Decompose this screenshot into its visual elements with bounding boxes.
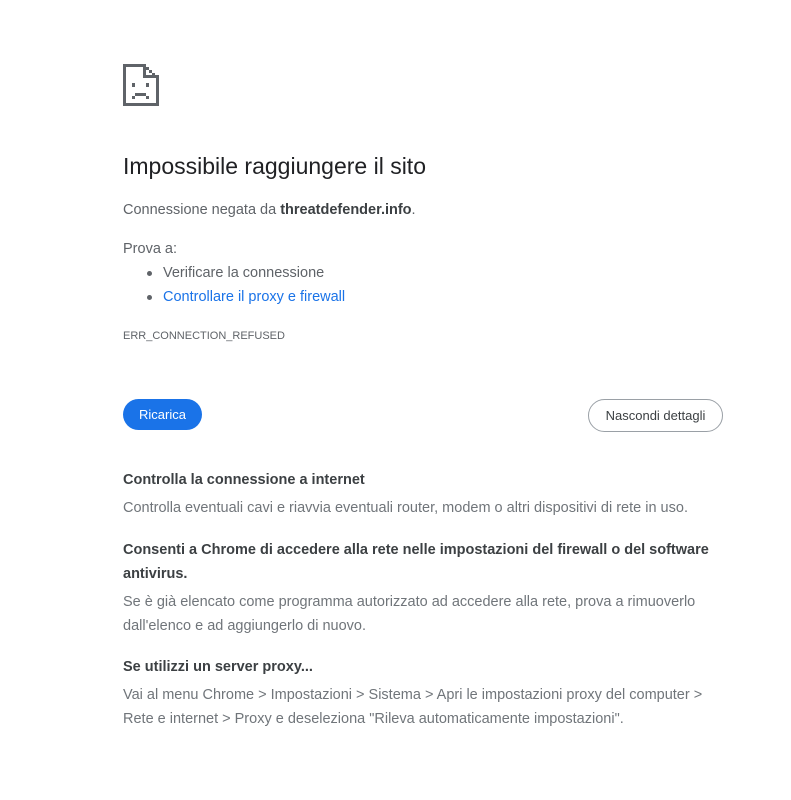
details-heading-connection: Controlla la connessione a internet <box>123 472 365 488</box>
suggestion-item-check-connection <box>163 264 345 288</box>
details-heading-firewall: Consenti a Chrome di accedere alla rete nelle impostazioni del firewall o del software antivirus. <box>123 542 709 582</box>
details-block-proxy <box>123 655 723 731</box>
details-block-firewall <box>123 538 723 638</box>
details-text-connection: Controlla eventuali cavi e riavvia eventuali router, modem o altri dispositivi di rete in uso. <box>123 500 688 516</box>
reload-button[interactable]: Ricarica <box>123 399 202 430</box>
refused-prefix: Connessione negata da <box>123 202 281 218</box>
page-title: Impossibile raggiungere il sito <box>123 153 426 179</box>
refused-suffix: . <box>411 202 416 218</box>
sad-page-icon <box>123 64 159 106</box>
suggestion-item-check-proxy[interactable] <box>163 288 345 312</box>
try-label: Prova a: <box>123 241 177 257</box>
connection-refused-message <box>123 202 416 218</box>
hide-details-button[interactable]: Nascondi dettagli <box>588 399 723 432</box>
suggestions-list <box>123 264 345 312</box>
suggestion-check-connection-text: Verificare la connessione <box>163 265 325 281</box>
error-code: ERR_CONNECTION_REFUSED <box>123 330 285 342</box>
check-proxy-firewall-link[interactable]: Controllare il proxy e firewall <box>163 289 346 305</box>
details-heading-proxy: Se utilizzi un server proxy... <box>123 659 313 675</box>
refused-host: threatdefender.info <box>280 202 412 218</box>
details-text-firewall: Se è già elencato come programma autorizzato ad accedere alla rete, prova a rimuoverlo dall'elenco e ad aggiungerlo di nuovo. <box>123 594 696 634</box>
details-block-connection <box>123 468 723 520</box>
details-text-proxy: Vai al menu Chrome > Impostazioni > Sistema > Apri le impostazioni proxy del computer > Rete e internet > Proxy e deseleziona "Rileva automaticamente impostazioni". <box>123 687 703 727</box>
